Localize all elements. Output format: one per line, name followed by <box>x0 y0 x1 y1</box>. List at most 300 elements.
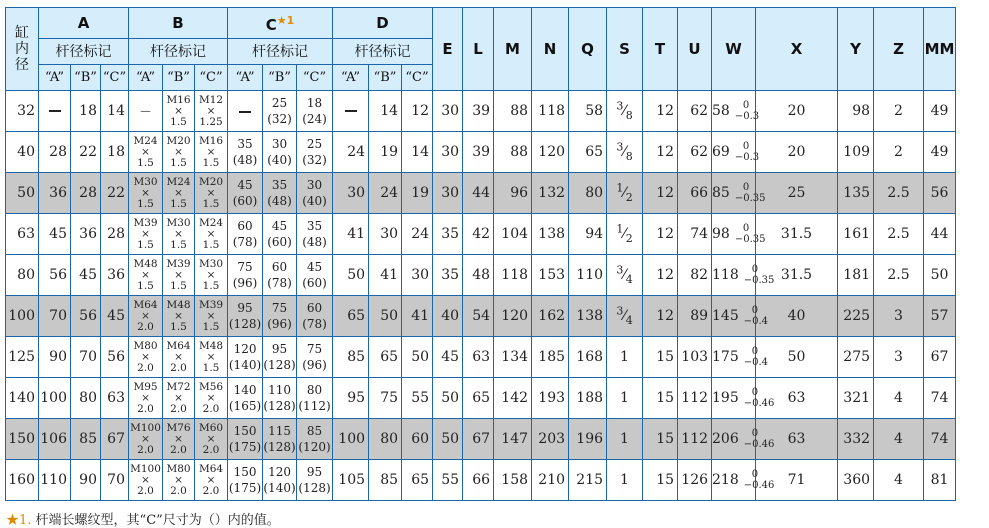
thread-part: M16 <box>166 93 191 106</box>
cell-y: 225 <box>838 296 874 337</box>
table-row <box>6 132 989 173</box>
thread-part: 2.0 <box>170 443 187 456</box>
cell-q: 188 <box>569 378 607 419</box>
c-value: 35 <box>306 219 323 233</box>
star-note-marker: ★1 <box>276 14 295 27</box>
cell-y: 360 <box>838 460 874 501</box>
key-c-c: “C” <box>297 65 333 91</box>
lower-tolerance: −0.4 <box>743 357 769 368</box>
fraction-denominator: 2 <box>625 231 633 245</box>
c-long-thread-value: (175) <box>228 440 262 454</box>
thread-part: × <box>206 145 216 158</box>
cell-n: 153 <box>532 255 569 296</box>
thread-part: × <box>174 227 183 240</box>
thread-part: 1.5 <box>170 320 187 333</box>
cell-a-c: 18 <box>101 132 129 173</box>
cell-a-c: 67 <box>101 419 129 460</box>
thread-part: × <box>141 268 150 281</box>
cell-d-b: 19 <box>369 132 402 173</box>
fraction-slash: ⁄ <box>623 143 626 160</box>
cell-a-c: 22 <box>101 173 129 214</box>
footnote-mark: ★1. <box>6 513 32 528</box>
c-long-thread-value: (48) <box>302 235 327 249</box>
cell-e: 40 <box>433 296 463 337</box>
fraction-denominator: 8 <box>625 108 633 122</box>
thread-part: × <box>174 432 183 445</box>
lower-tolerance: −0.46 <box>743 439 775 450</box>
cell-l: 39 <box>463 132 494 173</box>
dash-mark <box>345 110 357 112</box>
cell-a-a: 70 <box>39 296 71 337</box>
cell-t: 15 <box>643 378 678 419</box>
key-d-a: “A” <box>333 65 369 91</box>
rod-mark-a: 杆径标记 <box>39 39 129 65</box>
thread-part: 2.0 <box>137 402 154 415</box>
cell-y: 181 <box>838 255 874 296</box>
cell-n: 120 <box>532 132 569 173</box>
tolerance-stack <box>735 100 759 122</box>
cell-e: 45 <box>433 337 463 378</box>
toleranced-value <box>712 469 774 491</box>
cell-d-c: 41 <box>402 296 433 337</box>
rod-mark-b: 杆径标记 <box>129 39 228 65</box>
cell-a-b: 90 <box>71 460 101 501</box>
header-s: S <box>607 8 643 91</box>
key-b-a: “A” <box>129 65 163 91</box>
thread-part: 1.5 <box>202 197 220 210</box>
header-u: U <box>678 8 712 91</box>
cell-b-c <box>195 460 228 501</box>
thread-part: 2.0 <box>137 361 154 374</box>
toleranced-value <box>712 305 768 327</box>
header-l: L <box>463 8 494 91</box>
thread-part: 2.0 <box>170 402 187 415</box>
cell-y: 98 <box>838 91 874 132</box>
key-b-b: “B” <box>163 65 195 91</box>
c-value: 95 <box>306 465 323 479</box>
cell-x: 20 <box>756 132 838 173</box>
cell-u: 66 <box>678 173 712 214</box>
cell-t: 12 <box>643 91 678 132</box>
thread-part: 1.5 <box>202 156 220 169</box>
c-value: 60 <box>271 260 288 274</box>
cell-e: 50 <box>433 419 463 460</box>
cell-q: 168 <box>569 337 607 378</box>
thread-part: M64 <box>133 298 158 311</box>
fraction-whole: 1 <box>620 431 629 447</box>
cell-a-a <box>39 91 71 132</box>
tolerance-stack <box>744 346 768 368</box>
cell-b-c <box>195 173 228 214</box>
toleranced-value <box>712 387 774 409</box>
cell-a-a: 106 <box>39 419 71 460</box>
thread-part: M100 <box>130 421 161 434</box>
cell-a-b: 36 <box>71 214 101 255</box>
c-value: 150 <box>233 424 257 438</box>
cell-d-b: 30 <box>369 214 402 255</box>
cell-z: 4 <box>874 419 924 460</box>
table-row <box>6 255 989 296</box>
upper-tolerance: 0 <box>751 305 759 316</box>
cell-b-b <box>163 214 195 255</box>
cell-z: 4 <box>874 378 924 419</box>
thread-part: M76 <box>166 421 191 434</box>
cell-z: 2 <box>874 132 924 173</box>
cell-d-a <box>333 91 369 132</box>
cell-x: 63 <box>756 378 838 419</box>
cell-e: 35 <box>433 255 463 296</box>
cell-u: 126 <box>678 460 712 501</box>
cell-a-a: 28 <box>39 132 71 173</box>
cell-d-a: 50 <box>333 255 369 296</box>
thread-part: × <box>174 104 183 117</box>
nominal-value: 175 <box>712 349 739 365</box>
thread-part: M20 <box>198 175 224 188</box>
cell-mm: 74 <box>924 378 956 419</box>
thread-part: × <box>141 309 150 322</box>
cell-c-b <box>263 255 297 296</box>
thread-part: × <box>206 473 216 486</box>
cell-z: 2.5 <box>874 255 924 296</box>
cell-c-a <box>228 460 263 501</box>
c-value: 75 <box>237 260 253 274</box>
c-value: 30 <box>306 178 323 192</box>
key-c-b: “B” <box>263 65 297 91</box>
cell-d-b: 41 <box>369 255 402 296</box>
cell-e: 30 <box>433 91 463 132</box>
thread-part: 1.5 <box>170 279 187 292</box>
cell-d-b: 14 <box>369 91 402 132</box>
footnote <box>6 509 280 528</box>
cell-y: 135 <box>838 173 874 214</box>
cell-z: 2.5 <box>874 214 924 255</box>
c-value: 35 <box>271 178 288 192</box>
cell-d-c: 12 <box>402 91 433 132</box>
cell-d-c: 14 <box>402 132 433 173</box>
fraction-numerator: 1 <box>616 222 624 236</box>
nominal-value: 98 <box>712 226 730 242</box>
cell-y: 332 <box>838 419 874 460</box>
nominal-value: 69 <box>712 144 730 160</box>
cell-bore: 63 <box>6 214 39 255</box>
fraction-denominator: 4 <box>625 313 633 327</box>
table-row <box>6 296 989 337</box>
key-d-b: “B” <box>369 65 402 91</box>
cell-b-c <box>195 132 228 173</box>
cell-e: 55 <box>433 460 463 501</box>
cell-t: 15 <box>643 460 678 501</box>
cell-b-b <box>163 296 195 337</box>
cell-n: 132 <box>532 173 569 214</box>
cell-u: 62 <box>678 132 712 173</box>
cell-m: 88 <box>494 132 532 173</box>
cell-a-c: 70 <box>101 460 129 501</box>
cell-d-b: 85 <box>369 460 402 501</box>
cell-mm: 44 <box>924 214 956 255</box>
thread-part: × <box>206 432 216 445</box>
thread-part: 1.5 <box>202 320 220 333</box>
cell-mm: 56 <box>924 173 956 214</box>
key-a-b: “B” <box>71 65 101 91</box>
thread-part: 2.0 <box>202 402 220 415</box>
thread-part: M72 <box>166 380 191 393</box>
c-long-thread-value: (40) <box>267 153 292 167</box>
cell-x: 63 <box>756 419 838 460</box>
cell-l: 42 <box>463 214 494 255</box>
cell-bore: 150 <box>6 419 39 460</box>
cell-b-c <box>195 337 228 378</box>
cell-b-c <box>195 296 228 337</box>
cell-n: 203 <box>532 419 569 460</box>
c-long-thread-value: (32) <box>267 112 292 126</box>
cell-a-c: 63 <box>101 378 129 419</box>
thread-part: × <box>141 473 150 486</box>
table-row <box>6 460 989 501</box>
nominal-value: 195 <box>712 390 739 406</box>
header-bore: 缸内径 <box>6 8 39 91</box>
thread-part: × <box>174 309 183 322</box>
cell-m: 147 <box>494 419 532 460</box>
cell-q: 80 <box>569 173 607 214</box>
tolerance-stack <box>744 469 775 491</box>
fraction-slash: ⁄ <box>623 102 626 119</box>
cell-m: 104 <box>494 214 532 255</box>
thread-part: M24 <box>198 216 224 229</box>
cell-w <box>712 214 766 255</box>
c-long-thread-value: (112) <box>298 399 331 413</box>
cell-l: 44 <box>463 173 494 214</box>
cell-a-c: 14 <box>101 91 129 132</box>
cell-b-c <box>195 255 228 296</box>
tolerance-stack <box>744 305 768 327</box>
cell-m: 158 <box>494 460 532 501</box>
cell-n: 162 <box>532 296 569 337</box>
c-long-thread-value: (128) <box>263 358 296 372</box>
cell-b-b <box>163 91 195 132</box>
cell-d-b: 65 <box>369 337 402 378</box>
cell-t: 12 <box>643 296 678 337</box>
cell-d-a: 24 <box>333 132 369 173</box>
dash-mark <box>239 111 251 113</box>
fraction-slash: ⁄ <box>623 225 626 242</box>
cell-a-a: 56 <box>39 255 71 296</box>
fraction <box>616 181 633 204</box>
thread-part: 1.5 <box>137 279 154 292</box>
thread-part: M80 <box>133 339 158 352</box>
thread-part: 2.0 <box>137 320 154 333</box>
cell-m: 88 <box>494 91 532 132</box>
thread-part: M56 <box>198 380 224 393</box>
c-long-thread-value: (128) <box>263 440 296 454</box>
cell-b-b <box>163 378 195 419</box>
c-long-thread-value: (175) <box>228 481 262 495</box>
thread-part: 2.0 <box>137 443 154 456</box>
thread-part: M39 <box>198 298 224 311</box>
c-value: 95 <box>237 301 253 315</box>
thread-part: M60 <box>198 421 224 434</box>
thread-part: 2.0 <box>170 484 187 497</box>
cell-s <box>607 91 643 132</box>
cell-bore: 80 <box>6 255 39 296</box>
thread-part: M39 <box>166 257 191 270</box>
c-value: 60 <box>306 301 323 315</box>
cell-bore: 40 <box>6 132 39 173</box>
thread-part: × <box>206 227 216 240</box>
c-value: 150 <box>233 465 257 479</box>
upper-tolerance: 0 <box>742 141 750 152</box>
cell-m: 120 <box>494 296 532 337</box>
cell-d-c: 30 <box>402 255 433 296</box>
lower-tolerance: −0.46 <box>743 398 775 409</box>
tolerance-stack <box>735 223 766 245</box>
thread-part: × <box>206 104 216 117</box>
cell-q: 65 <box>569 132 607 173</box>
cell-s <box>607 296 643 337</box>
cell-t: 15 <box>643 337 678 378</box>
c-value: 75 <box>306 342 323 356</box>
key-a-a: “A” <box>39 65 71 91</box>
cell-c-c <box>297 296 333 337</box>
cell-s <box>607 132 643 173</box>
toleranced-value <box>712 141 759 163</box>
cell-q: 215 <box>569 460 607 501</box>
cell-mm: 74 <box>924 419 956 460</box>
cell-b-b <box>163 173 195 214</box>
lower-tolerance: −0.35 <box>743 275 775 286</box>
cell-x: 50 <box>756 337 838 378</box>
header-group-a: A <box>39 8 129 39</box>
cell-w <box>712 255 775 296</box>
thread-part: × <box>174 391 183 404</box>
cell-w <box>712 460 775 501</box>
thread-part: 2.0 <box>137 484 154 497</box>
cell-d-c: 65 <box>402 460 433 501</box>
nominal-value: 206 <box>712 431 739 447</box>
upper-tolerance: 0 <box>742 100 750 111</box>
cell-t: 12 <box>643 214 678 255</box>
thread-part: M100 <box>130 462 161 475</box>
cell-n: 118 <box>532 91 569 132</box>
cell-d-a: 105 <box>333 460 369 501</box>
thread-part: M95 <box>133 380 158 393</box>
cell-a-a: 100 <box>39 378 71 419</box>
cell-d-a: 30 <box>333 173 369 214</box>
cell-b-a <box>129 296 163 337</box>
c-long-thread-value: (165) <box>228 399 262 413</box>
cell-y: 109 <box>838 132 874 173</box>
cell-l: 67 <box>463 419 494 460</box>
cell-q: 58 <box>569 91 607 132</box>
cell-a-c: 36 <box>101 255 129 296</box>
cell-c-a <box>228 91 263 132</box>
cell-b-a <box>129 132 163 173</box>
c-value: 45 <box>271 219 288 233</box>
cell-m: 134 <box>494 337 532 378</box>
cell-w <box>712 132 760 173</box>
header-x: X <box>756 8 838 91</box>
cell-d-a: 41 <box>333 214 369 255</box>
thread-part: M24 <box>133 134 158 147</box>
tolerance-stack <box>735 182 766 204</box>
header-y: Y <box>838 8 874 91</box>
thread-part: M30 <box>133 175 158 188</box>
cell-t: 12 <box>643 255 678 296</box>
thread-part: 1.5 <box>137 156 154 169</box>
cell-d-a: 65 <box>333 296 369 337</box>
header-group-c-label: C <box>265 16 277 34</box>
c-long-thread-value: (24) <box>302 112 327 126</box>
thread-part: M64 <box>198 462 224 475</box>
header-z: Z <box>874 8 924 91</box>
cell-c-c <box>297 132 333 173</box>
c-long-thread-value: (128) <box>228 317 262 331</box>
cell-m: 118 <box>494 255 532 296</box>
c-value: 35 <box>237 137 253 151</box>
cell-c-b <box>263 419 297 460</box>
fraction-denominator: 2 <box>625 190 633 204</box>
cell-q: 196 <box>569 419 607 460</box>
key-d-c: “C” <box>402 65 433 91</box>
header-m: M <box>494 8 532 91</box>
cell-x: 20 <box>756 91 838 132</box>
c-value: 120 <box>233 342 257 356</box>
toleranced-value <box>712 346 768 368</box>
cell-z: 3 <box>874 296 924 337</box>
lower-tolerance: −0.3 <box>734 111 760 122</box>
cell-a-a: 45 <box>39 214 71 255</box>
thread-part: — <box>140 104 151 117</box>
fraction-denominator: 4 <box>625 272 633 286</box>
cell-e: 50 <box>433 378 463 419</box>
c-value: 45 <box>237 178 253 192</box>
cell-l: 65 <box>463 378 494 419</box>
header-q: Q <box>569 8 607 91</box>
cell-l: 48 <box>463 255 494 296</box>
cell-q: 138 <box>569 296 607 337</box>
cell-n: 210 <box>532 460 569 501</box>
cell-c-a <box>228 419 263 460</box>
cell-b-a <box>129 214 163 255</box>
table-header <box>6 8 989 91</box>
thread-part: × <box>141 350 150 363</box>
cell-a-b: 28 <box>71 173 101 214</box>
cell-l: 39 <box>463 91 494 132</box>
lower-tolerance: −0.35 <box>734 193 766 204</box>
cell-b-b <box>163 460 195 501</box>
cell-a-b: 85 <box>71 419 101 460</box>
thread-part: 2.0 <box>202 443 220 456</box>
cell-c-a <box>228 173 263 214</box>
cell-a-b: 22 <box>71 132 101 173</box>
cell-x: 40 <box>756 296 838 337</box>
thread-part: × <box>141 186 150 199</box>
cell-x: 25 <box>756 173 838 214</box>
header-t: T <box>643 8 678 91</box>
cell-mm: 49 <box>924 132 956 173</box>
thread-part: 1.5 <box>137 197 154 210</box>
cell-s <box>607 378 643 419</box>
cell-y: 321 <box>838 378 874 419</box>
lower-tolerance: −0.3 <box>734 152 760 163</box>
cell-w <box>712 337 769 378</box>
cell-d-a: 85 <box>333 337 369 378</box>
c-long-thread-value: (78) <box>302 317 327 331</box>
cell-c-a <box>228 337 263 378</box>
c-long-thread-value: (128) <box>298 481 331 495</box>
thread-part: 2.0 <box>170 361 187 374</box>
cell-d-a: 95 <box>333 378 369 419</box>
toleranced-value <box>712 182 765 204</box>
